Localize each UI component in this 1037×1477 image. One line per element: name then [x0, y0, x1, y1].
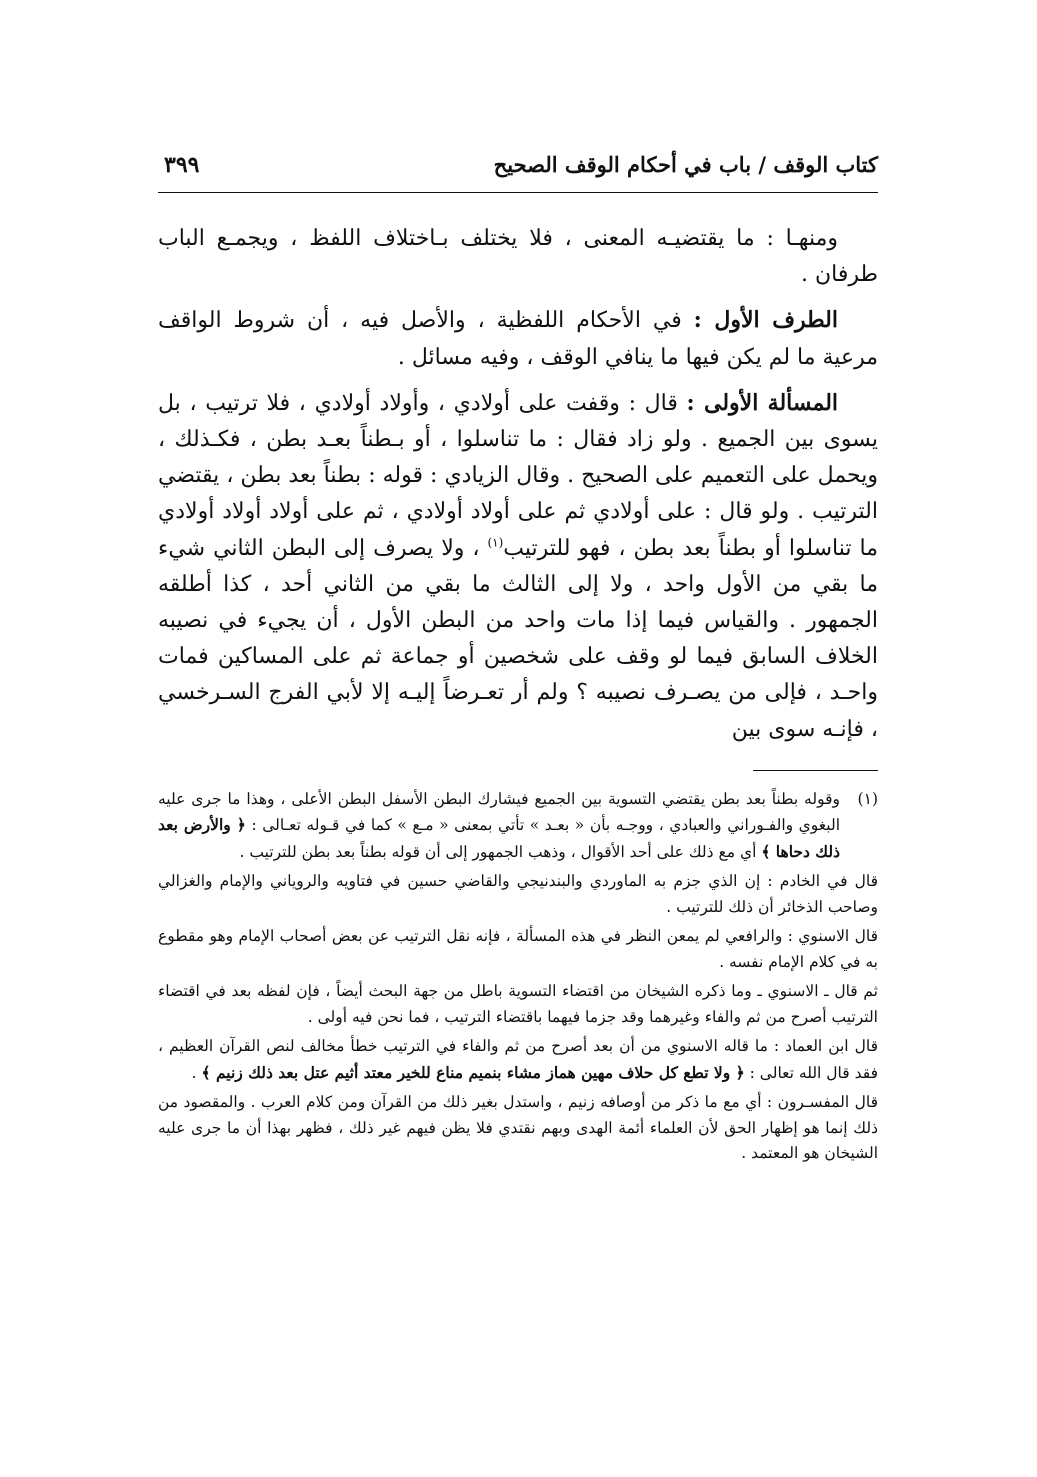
footnotes — [158, 787, 878, 1167]
header-title: كتاب الوقف / باب في أحكام الوقف الصحيح — [493, 152, 878, 177]
footnote-paragraph-2: قال في الخادم : إن الذي جزم به الماوردي والبندنيجي والقاضي حسين في فتاويه والروياني والإمام والغزالي وصاحب الذخائر أن ذلك للترتيب . — [158, 872, 878, 916]
paragraph-3 — [158, 385, 878, 748]
quran-quote-2: ﴿ ولا تطع كل حلاف مهين هماز مشاء بنميم مناع للخير معتد أثيم عتل بعد ذلك زنيم ﴾ — [201, 1062, 745, 1082]
footnote-number: (١) — [857, 789, 878, 808]
footnote-ref: (١) — [487, 535, 504, 550]
main-text — [158, 221, 878, 748]
paragraph-1 — [158, 221, 878, 293]
footnote-1-text-b: أي مع ذلك على أحد الأقوال ، وذهب الجمهور إلى أن قوله بطناً بعد بطن للترتيب . — [239, 842, 757, 861]
footnote-5-end: . — [191, 1063, 197, 1082]
page-number: ٣٩٩ — [164, 152, 200, 178]
footnote-paragraph-3: قال الاسنوي : والرافعي لم يمعن النظر في هذه المسألة ، فإنه نقل الترتيب عن بعض أصحاب الإمام وهو مقطوع به في كلام الإمام نفسه . — [158, 927, 878, 971]
paragraph-3-text-b: ، ولا يصرف إلى البطن الثاني شيء ما بقي من الأول واحد ، ولا إلى الثالث ما بقي من الثاني أحد ، كذا أطلقه الجمهور . والقياس فيما إذا مات واحد من البطن الأول ، أن يجيء في نصيبه الخلاف السابق فيما لو وقف على شخصين أو جماعة ثم على المساكين فمات واحـد ، فإلى من يصـرف نصيبه ؟ ولم أر تعـرضاً إليـه إلا لأبي الفرج السـرخسي ، فإنـه سوى بين — [158, 535, 878, 742]
footnote-paragraph-5 — [158, 1034, 878, 1086]
footnote-1-text-a: وقوله بطناً بعد بطن يقتضي التسوية بين الجميع فيشارك البطن الأسفل البطن الأعلى ، وهذا ما جرى عليه البغوي والفـوراني والعبادي ، ووجـه بأن « بعـد » تأتي بمعنى « مـع » كما في قـوله تعـالى : — [158, 789, 840, 835]
footnote-1 — [158, 787, 878, 866]
quran-quote-1: ﴿ والأرض بعد ذلك دحاها ﴾ — [158, 815, 840, 861]
footnote-paragraph-4: ثم قال ـ الاسنوي ـ وما ذكره الشيخان من اقتضاء التسوية باطل من جهة البحث أيضاً ، فإن لفظه بعد في اقتضاء الترتيب أصرح من ثم والفاء وغيرهما وقد جزما فيهما باقتضاء الترتيب ، فما نحن فيه أولى . — [158, 982, 878, 1026]
footnote-divider — [753, 770, 878, 771]
running-header — [158, 148, 878, 193]
paragraph-3-text-a: قال : وقفت على أولادي ، وأولاد أولادي ، فلا ترتيب ، بل يسوى بين الجميع . ولو زاد فقال : ما تناسلوا ، أو بـطناً بعـد بطن ، فكـذلك ، ويحمل على التعميم على الصحيح . وقال الزيادي : قوله : بطناً بعد بطن ، يقتضي الترتيب . ولو قال : على أولادي ثم على أولاد أولادي ، ثم على أولاد أولاد أولادي ما تناسلوا أو بطناً بعد بطن ، فهو للترتيب — [158, 390, 878, 561]
paragraph-2 — [158, 302, 878, 375]
paragraph-1-text: ومنهـا : ما يقتضيـه المعنى ، فلا يختلف بـاختلاف اللفظ ، ويجمـع الباب طرفان . — [158, 226, 878, 288]
footnote-paragraph-6: قال المفسـرون : أي مع ما ذكر من أوصافه زنيم ، واستدل بغير ذلك من القرآن ومن كلام العرب . والمقصود من ذلك إنما هو إظهار الحق لأن العلماء أئمة الهدى وبهم نقتدي فلا يظن فيهم غير ذلك ، فظهر بهذا أن ما جرى عليه الشيخان هو المعتمد . — [158, 1093, 878, 1163]
issue-heading: المسألة الأولى : — [686, 389, 839, 416]
book-page — [158, 148, 878, 1171]
footnote-5-text: قال ابن العماد : ما قاله الاسنوي من أن بعد أصرح من ثم والفاء في الترتيب خطأ مخالف لنص القرآن العظيم ، فقد قال الله تعالى : — [158, 1037, 878, 1082]
section-heading: الطرف الأول : — [693, 307, 839, 334]
paragraph-2-text: في الأحكام اللفظية ، والأصل فيه ، أن شروط الواقف مرعية ما لم يكن فيها ما ينافي الوقف ، وفيه مسائل . — [158, 308, 878, 370]
